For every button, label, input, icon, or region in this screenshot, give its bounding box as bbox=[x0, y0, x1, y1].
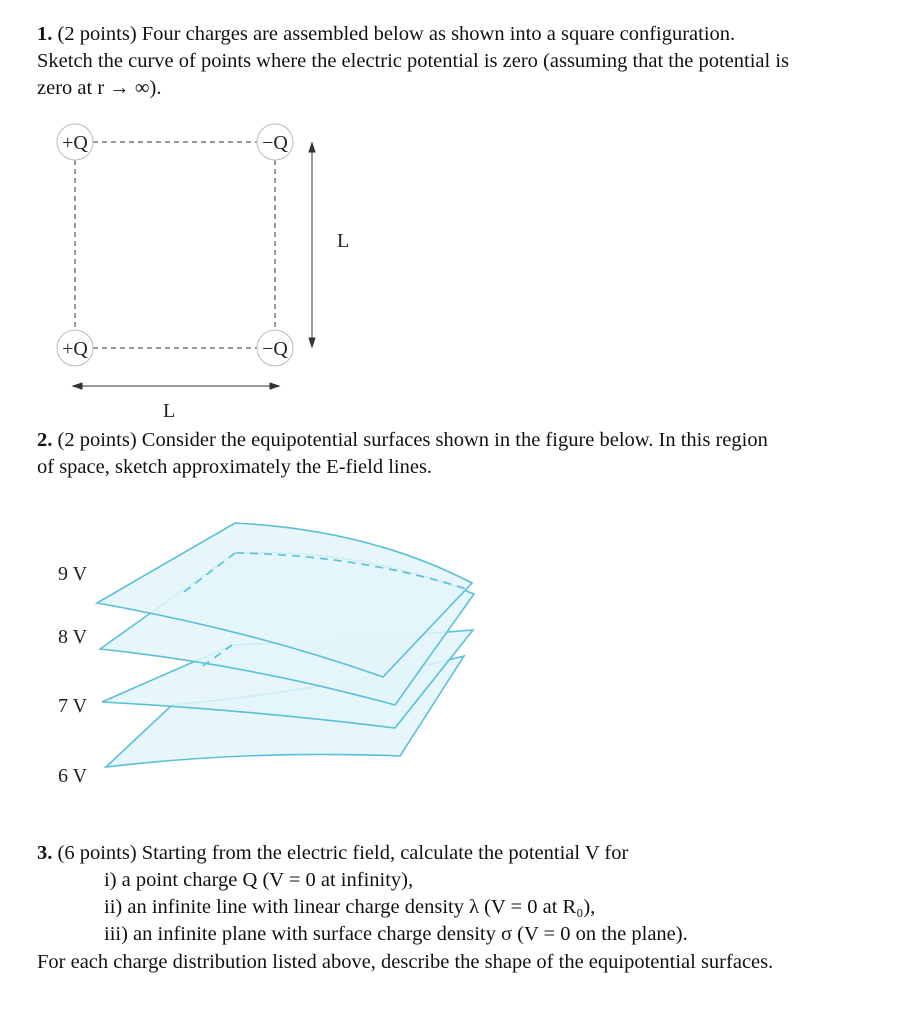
problem-3-item-iii: iii) an infinite plane with surface charge density σ (V = 0 on the plane). bbox=[104, 923, 688, 945]
charge-label: −Q bbox=[262, 338, 288, 360]
problem-3-last-line: For each charge distribution listed above, describe the shape of the equipotential surfaces. bbox=[37, 951, 774, 973]
charge-label: +Q bbox=[62, 132, 88, 154]
problem-3-item-i: i) a point charge Q (V = 0 at infinity), bbox=[104, 869, 414, 891]
problem-2-line-1: 2. (2 points) Consider the equipotential surfaces shown in the figure below. In this region bbox=[37, 429, 768, 451]
side-length-label: L bbox=[337, 230, 350, 252]
charge-label: +Q bbox=[62, 338, 88, 360]
charge-label: −Q bbox=[262, 132, 288, 154]
problem-2-line-2: of space, sketch approximately the E-field lines. bbox=[37, 456, 433, 478]
surface-label: 9 V bbox=[58, 563, 88, 585]
surface-label: 6 V bbox=[58, 765, 88, 787]
problem-1-line-2: Sketch the curve of points where the electric potential is zero (assuming that the potential is bbox=[37, 50, 790, 72]
problem-1-line-3: zero at r → ∞). bbox=[37, 77, 162, 99]
problem-3-line-1: 3. (6 points) Starting from the electric field, calculate the potential V for bbox=[37, 842, 629, 864]
surface-label: 8 V bbox=[58, 626, 88, 648]
side-length-label: L bbox=[163, 400, 176, 422]
surface-label: 7 V bbox=[58, 695, 88, 717]
equipotential-figure bbox=[97, 523, 474, 767]
problem-3-item-ii: ii) an infinite line with linear charge density λ (V = 0 at R₀), bbox=[104, 896, 596, 918]
problem-1-line-1: 1. (2 points) Four charges are assembled below as shown into a square configuration. bbox=[37, 23, 736, 45]
